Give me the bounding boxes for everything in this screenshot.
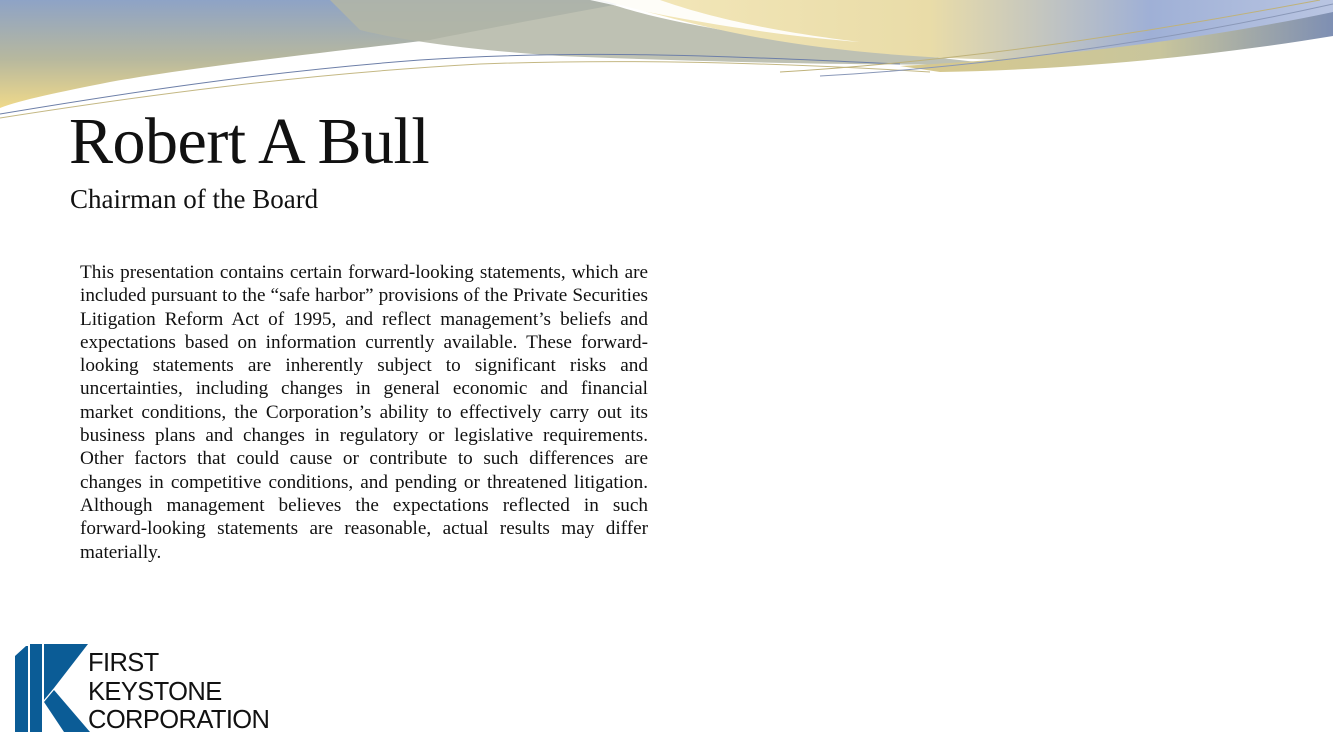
presenter-name: Robert A Bull	[69, 105, 430, 178]
logo-line-corporation: CORPORATION	[88, 706, 270, 734]
logo-line-first: FIRST	[88, 649, 159, 677]
logo-line-keystone: KEYSTONE	[88, 677, 222, 706]
forward-looking-statements-disclaimer: This presentation contains certain forward-looking statements, which are included pursuant to the “safe harbor” provisions of the Private Securities Litigation Reform Act of 1995, and reflect management’s beliefs and expectations based on information currently available. These forward-looking statements are inherently subject to significant risks and uncertainties, including changes in general economic and financial market conditions, the Corporation’s ability to effectively carry out its business plans and changes in regulatory or legislative requirements. Other factors that could cause or contribute to such differences are changes in competitive conditions, and pending or threatened litigation. Although management believes the expectations reflected in such forward-looking statements are reasonable, actual results may differ materially.	[80, 262, 648, 563]
keystone-k-icon	[12, 642, 90, 734]
company-logo	[12, 642, 292, 738]
logo-wordmark	[88, 649, 269, 735]
presenter-title: Chairman of the Board	[70, 184, 319, 214]
